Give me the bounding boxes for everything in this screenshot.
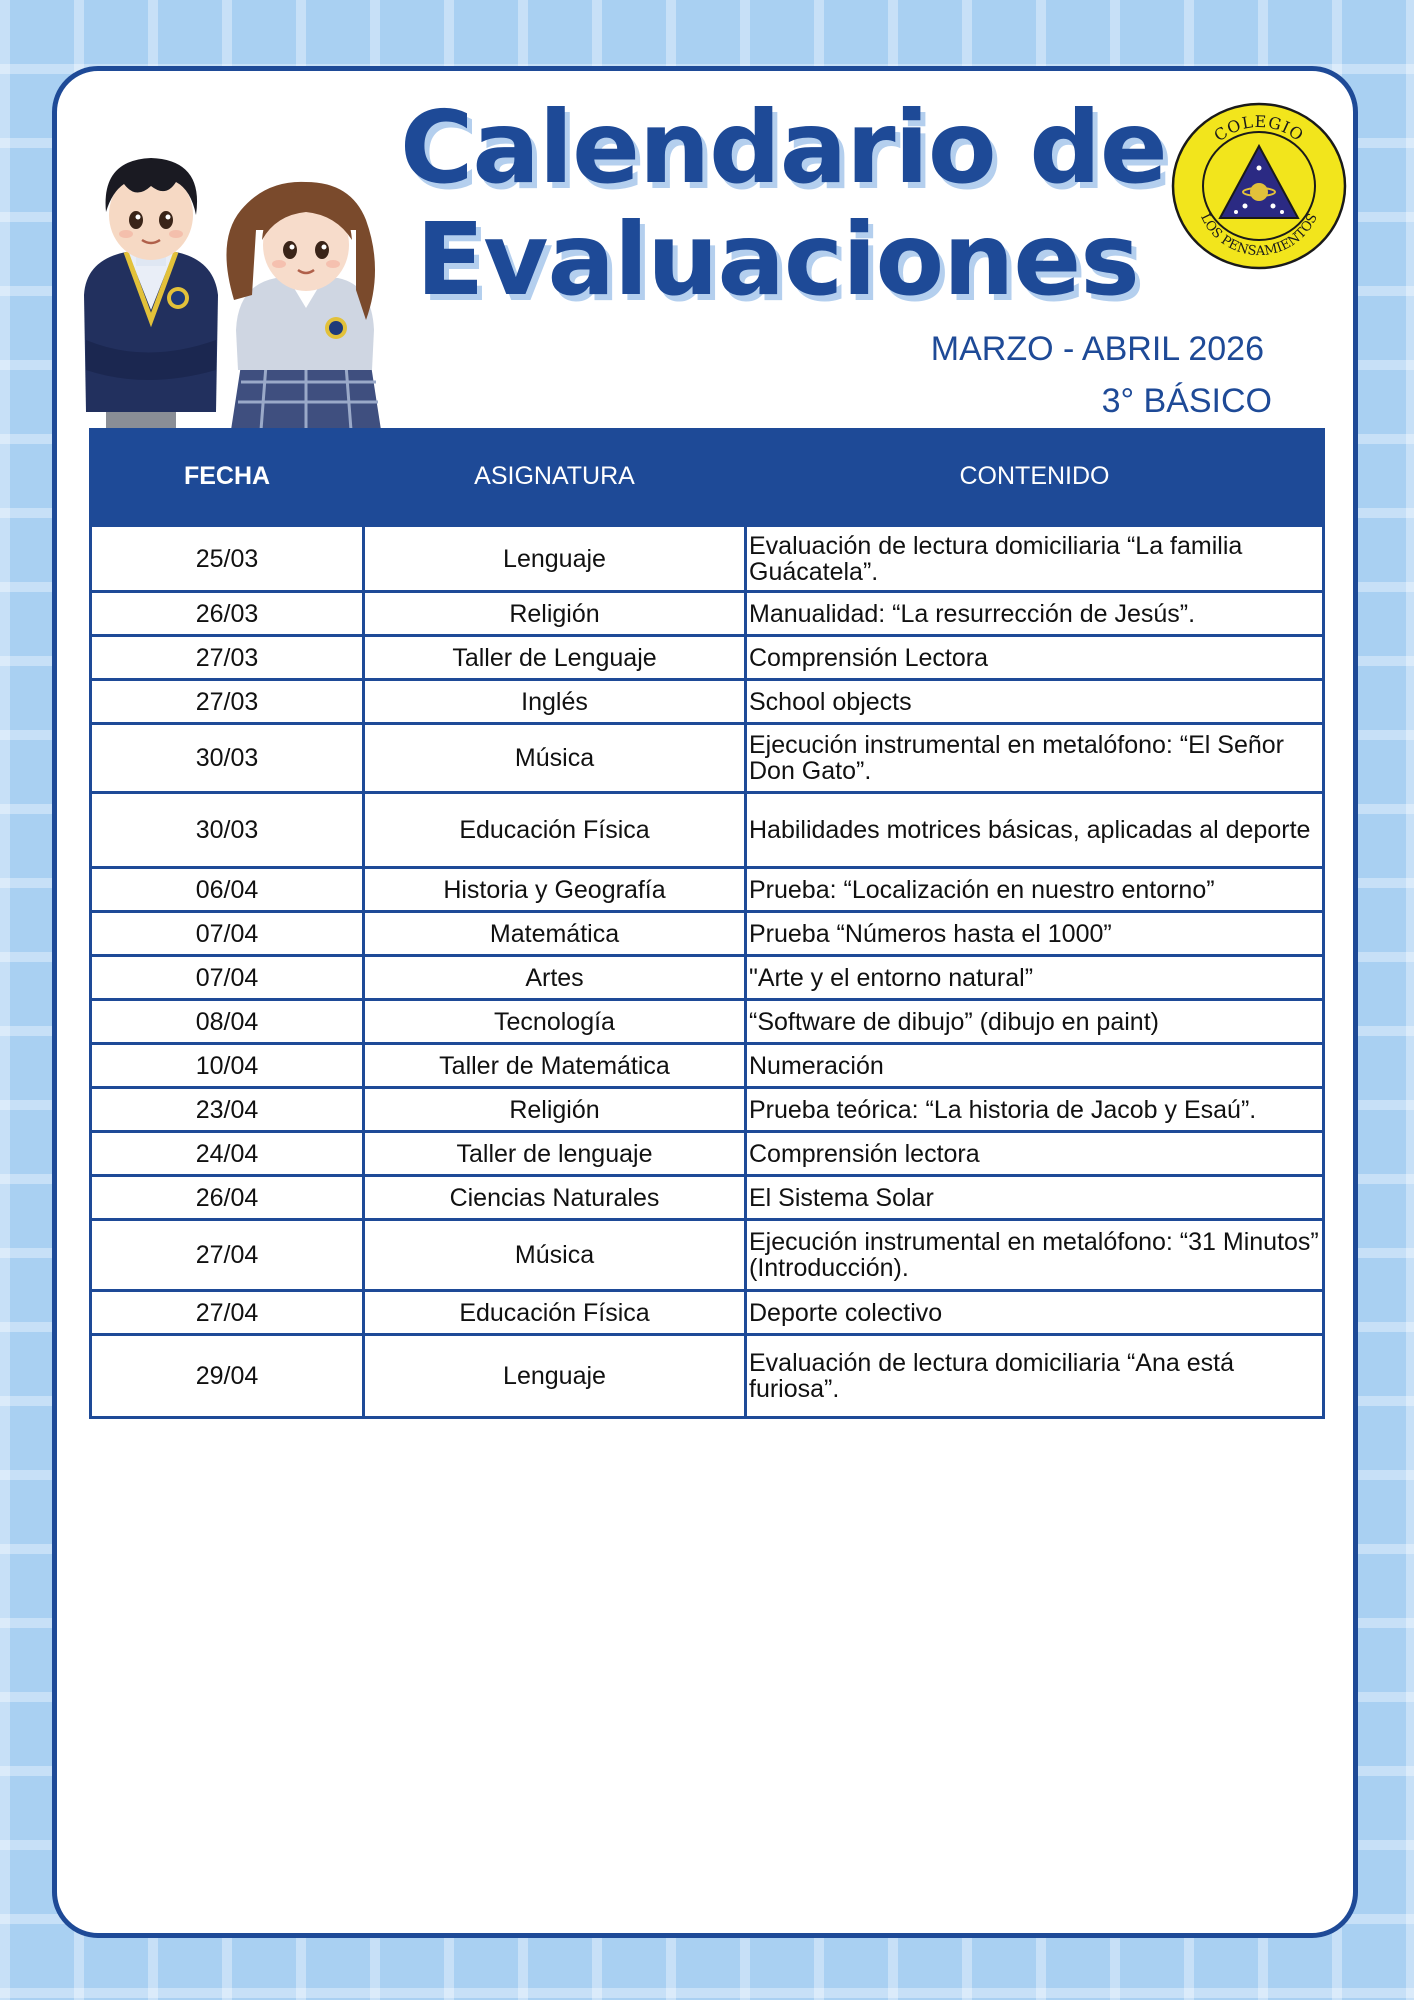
table-row: [91, 1088, 1324, 1132]
header-contenido: CONTENIDO: [746, 428, 1324, 526]
cell-content: Evaluación de lectura domiciliaria “La familia Guácatela”.: [746, 526, 1324, 592]
table-row: [91, 1132, 1324, 1176]
cell-subject: Taller de Matemática: [364, 1044, 746, 1088]
header-asignatura: ASIGNATURA: [364, 428, 746, 526]
cell-subject: Educación Física: [364, 1291, 746, 1335]
cell-subject: Religión: [364, 1088, 746, 1132]
cell-date: 23/04: [91, 1088, 364, 1132]
cell-date: 30/03: [91, 724, 364, 793]
school-logo: [1170, 100, 1348, 272]
logo-text-top: COLEGIO: [1210, 111, 1308, 146]
table-header-row: [91, 428, 1324, 526]
table-row: [91, 680, 1324, 724]
cell-date: 07/04: [91, 912, 364, 956]
period-label: MARZO - ABRIL 2026: [930, 330, 1264, 368]
cell-content: Evaluación de lectura domiciliaria “Ana está furiosa”.: [746, 1335, 1324, 1418]
cell-content: Ejecución instrumental en metalófono: “31 Minutos” (Introducción).: [746, 1220, 1324, 1291]
cell-date: 10/04: [91, 1044, 364, 1088]
cell-subject: Matemática: [364, 912, 746, 956]
cell-content: Prueba teórica: “La historia de Jacob y Esaú”.: [746, 1088, 1324, 1132]
cell-date: 26/04: [91, 1176, 364, 1220]
cell-date: 27/03: [91, 680, 364, 724]
cell-subject: Historia y Geografía: [364, 868, 746, 912]
table-row: [91, 1220, 1324, 1291]
title-line-1: Calendario de: [400, 89, 1167, 206]
header-fecha: FECHA: [91, 428, 364, 526]
table-row: [91, 636, 1324, 680]
cell-subject: Inglés: [364, 680, 746, 724]
cell-content: Prueba “Números hasta el 1000”: [746, 912, 1324, 956]
cell-date: 27/04: [91, 1220, 364, 1291]
cell-subject: Tecnología: [364, 1000, 746, 1044]
table-row: [91, 592, 1324, 636]
table-row: [91, 956, 1324, 1000]
cell-content: Ejecución instrumental en metalófono: “El Señor Don Gato”.: [746, 724, 1324, 793]
cell-date: 06/04: [91, 868, 364, 912]
cell-date: 29/04: [91, 1335, 364, 1418]
cell-subject: Religión: [364, 592, 746, 636]
cell-content: Comprensión lectora: [746, 1132, 1324, 1176]
cell-subject: Música: [364, 724, 746, 793]
cell-subject: Lenguaje: [364, 1335, 746, 1418]
cell-date: 26/03: [91, 592, 364, 636]
table-row: [91, 868, 1324, 912]
cell-content: Habilidades motrices básicas, aplicadas al deporte: [746, 793, 1324, 868]
logo-text-bottom: LOS PENSAMIENTOS: [1197, 211, 1321, 260]
cell-date: 08/04: [91, 1000, 364, 1044]
table-row: [91, 1291, 1324, 1335]
table-row: [91, 912, 1324, 956]
cell-subject: Artes: [364, 956, 746, 1000]
title-line-2: Evaluaciones: [416, 201, 1139, 318]
table-row: [91, 793, 1324, 868]
grade-label: 3° BÁSICO: [1101, 382, 1272, 420]
students-illustration: [66, 120, 396, 430]
cell-content: Comprensión Lectora: [746, 636, 1324, 680]
table-row: [91, 1000, 1324, 1044]
cell-date: 30/03: [91, 793, 364, 868]
evaluation-table: [89, 428, 1325, 1419]
cell-content: "Arte y el entorno natural”: [746, 956, 1324, 1000]
cell-content: Prueba: “Localización en nuestro entorno”: [746, 868, 1324, 912]
cell-date: 07/04: [91, 956, 364, 1000]
table-row: [91, 526, 1324, 592]
boy-figure: [84, 158, 218, 430]
table-row: [91, 1176, 1324, 1220]
cell-subject: Taller de lenguaje: [364, 1132, 746, 1176]
table-row: [91, 1335, 1324, 1418]
cell-content: School objects: [746, 680, 1324, 724]
cell-subject: Taller de Lenguaje: [364, 636, 746, 680]
girl-figure: [226, 182, 381, 430]
cell-subject: Música: [364, 1220, 746, 1291]
page-title: [400, 89, 1167, 318]
cell-content: Manualidad: “La resurrección de Jesús”.: [746, 592, 1324, 636]
cell-date: 25/03: [91, 526, 364, 592]
cell-date: 27/03: [91, 636, 364, 680]
cell-content: “Software de dibujo” (dibujo en paint): [746, 1000, 1324, 1044]
cell-date: 24/04: [91, 1132, 364, 1176]
cell-content: Deporte colectivo: [746, 1291, 1324, 1335]
cell-content: El Sistema Solar: [746, 1176, 1324, 1220]
cell-content: Numeración: [746, 1044, 1324, 1088]
table-row: [91, 724, 1324, 793]
cell-subject: Ciencias Naturales: [364, 1176, 746, 1220]
cell-date: 27/04: [91, 1291, 364, 1335]
cell-subject: Educación Física: [364, 793, 746, 868]
cell-subject: Lenguaje: [364, 526, 746, 592]
table-row: [91, 1044, 1324, 1088]
